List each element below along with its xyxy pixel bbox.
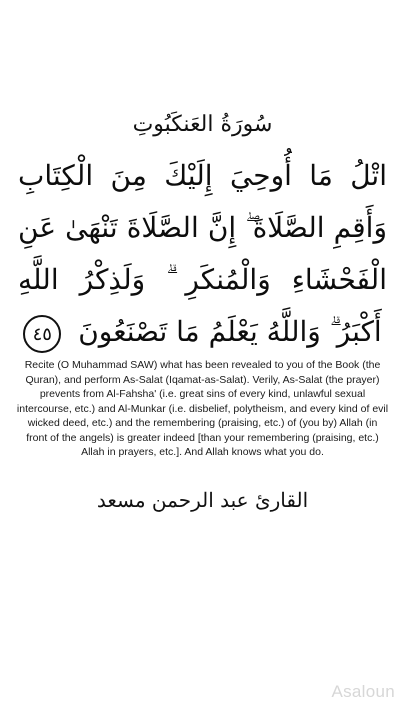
verse-number-badge: ٤٥	[23, 315, 61, 353]
reciter-name: القارئ عبد الرحمن مسعد	[96, 488, 309, 512]
surah-title: سُورَةُ العَنكَبُوتِ	[132, 112, 273, 137]
arabic-verse-text: اتْلُ مَا أُوحِيَ إِلَيْكَ مِنَ الْكِتَابِ وَأَقِمِ الصَّلَاةَ ۖ إِنَّ الصَّلَاةَ تَنْهَىٰ عَنِ الْفَحْشَاءِ وَالْمُنكَرِ ۗ وَلَذِكْرُ اللَّهِ أَكْبَرُ ۗ وَاللَّهُ يَعْلَمُ مَا تَصْنَعُونَ	[18, 159, 387, 348]
arabic-verse	[18, 150, 387, 358]
english-translation: Recite (O Muhammad SAW) what has been revealed to you of the Book (the Quran), and perform As-Salat (Iqamat-as-Salat). Verily, As-Salat (the prayer) prevents from Al-Fahsha' (i.e. great sins of every kind, unlawful sexual intercourse, etc.) and Al-Munkar (i.e. disbelief, polytheism, and every kind of evil wicked deed, etc.) and the remembering (praising, etc.) of (you by) Allah (in front of the angels) is greater indeed [than your remembering (praising, etc.) Allah in prayers, etc.]. And Allah knows what you do.	[16, 359, 389, 458]
watermark: Asaloun	[331, 682, 395, 701]
